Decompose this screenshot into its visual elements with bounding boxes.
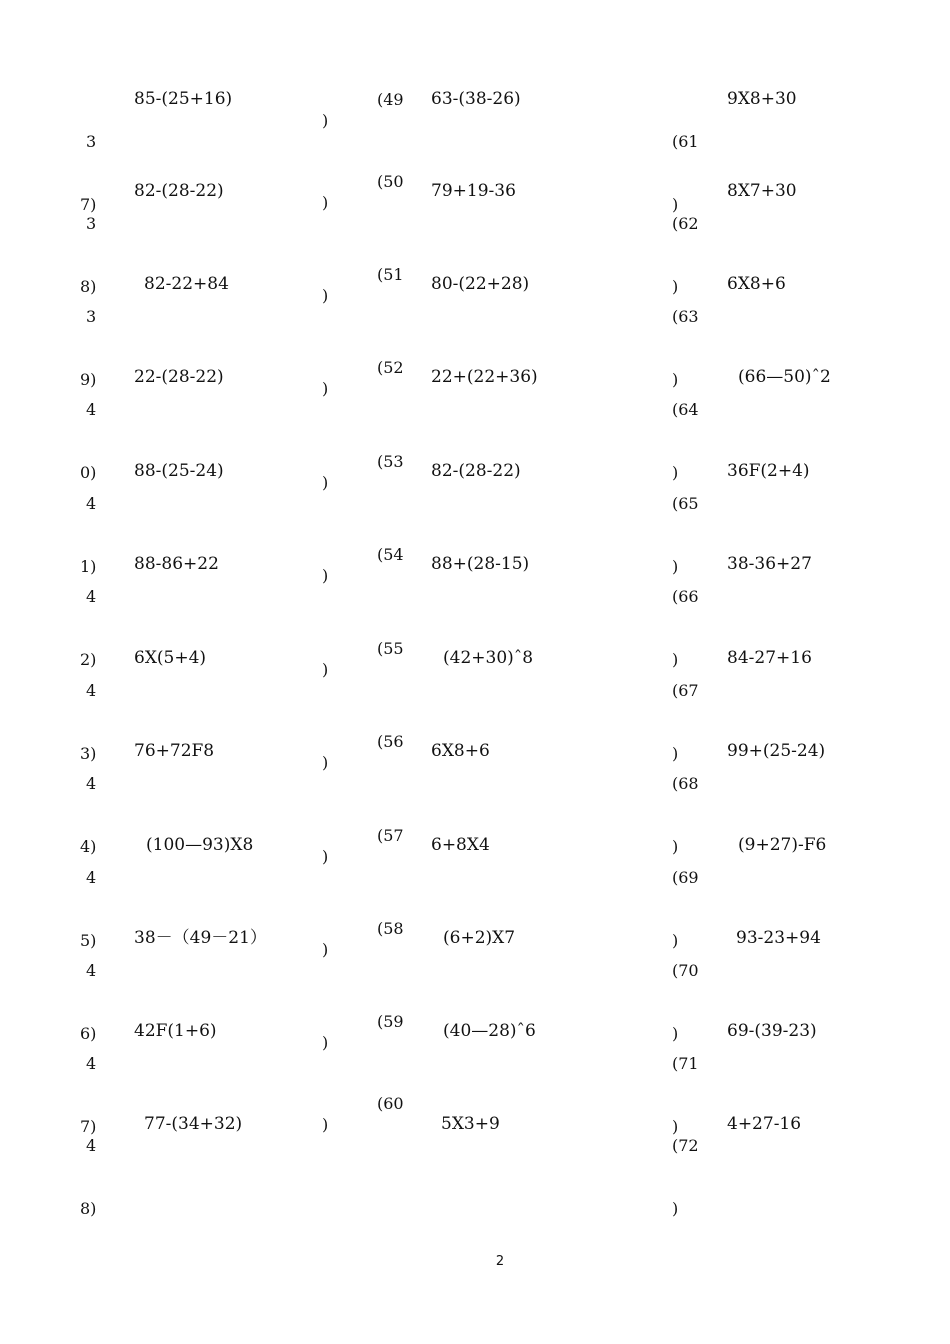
- problem-expression: 76+72F8: [134, 741, 215, 761]
- problem-number: (62 ): [672, 214, 699, 296]
- problem-number: (55: [377, 639, 404, 658]
- problem-number: 3 8): [80, 214, 97, 296]
- answer-close-paren: ): [322, 847, 329, 866]
- problem-expression: 38-36+27: [727, 554, 812, 574]
- problem-number: (69 ): [672, 868, 699, 950]
- problem-expression: (6+2)X7: [443, 928, 516, 948]
- problem-expression: (9+27)-F6: [738, 835, 827, 855]
- problem-expression: 82-(28-22): [134, 181, 224, 201]
- problem-number: (67 ): [672, 681, 699, 763]
- problem-expression: 82-(28-22): [431, 461, 521, 481]
- problem-number: 4 2): [80, 587, 97, 669]
- problem-number: (71 ): [672, 1054, 699, 1136]
- answer-close-paren: ): [322, 1115, 329, 1134]
- problem-expression: 6X8+6: [431, 741, 490, 761]
- problem-expression: (42+30)ˆ8: [443, 648, 534, 668]
- problem-number: 4 3): [80, 681, 97, 763]
- problem-number: (59: [377, 1012, 404, 1031]
- problem-number: (52: [377, 358, 404, 377]
- problem-number: (50: [377, 172, 404, 191]
- problem-expression: 80-(22+28): [431, 274, 530, 294]
- problem-number: 3 7): [80, 132, 97, 214]
- problem-expression: 42F(1+6): [134, 1021, 217, 1041]
- problem-number: (72 ): [672, 1136, 699, 1218]
- page-number: 2: [495, 1254, 505, 1269]
- problem-expression: 22+(22+36): [431, 367, 538, 387]
- problem-number: (49: [377, 90, 404, 109]
- answer-close-paren: ): [322, 660, 329, 679]
- problem-number: 4 6): [80, 961, 97, 1043]
- answer-close-paren: ): [322, 753, 329, 772]
- problem-expression: 88+(28-15): [431, 554, 530, 574]
- problem-expression: 85-(25+16): [134, 89, 233, 109]
- problem-number: (58: [377, 919, 404, 938]
- problem-expression: 63-(38-26): [431, 89, 521, 109]
- problem-expression: 6X(5+4): [134, 648, 207, 668]
- answer-close-paren: ): [322, 473, 329, 492]
- problem-number: 4 0): [80, 400, 97, 482]
- problem-expression: 38－（49－21）: [134, 928, 267, 948]
- problem-number: (68 ): [672, 774, 699, 856]
- problem-number: (64 ): [672, 400, 699, 482]
- problem-number: 4 8): [80, 1136, 97, 1218]
- problem-expression: 36F(2+4): [727, 461, 810, 481]
- problem-expression: (40—28)ˆ6: [443, 1021, 536, 1041]
- problem-expression: 84-27+16: [727, 648, 812, 668]
- problem-expression: 88-(25-24): [134, 461, 224, 481]
- problem-expression: 93-23+94: [736, 928, 821, 948]
- problem-number: 3 9): [80, 307, 97, 389]
- problem-number: (54: [377, 545, 404, 564]
- answer-close-paren: ): [322, 379, 329, 398]
- answer-close-paren: ): [322, 940, 329, 959]
- answer-close-paren: ): [322, 286, 329, 305]
- problem-expression: 99+(25-24): [727, 741, 826, 761]
- problem-expression: 4+27-16: [727, 1114, 802, 1134]
- problem-number: (66 ): [672, 587, 699, 669]
- problem-number: 4 5): [80, 868, 97, 950]
- problem-expression: (100—93)X8: [146, 835, 254, 855]
- problem-expression: 6X8+6: [727, 274, 786, 294]
- problem-number: 4 7): [80, 1054, 97, 1136]
- problem-expression: 5X3+9: [441, 1114, 500, 1134]
- problem-number: 4 4): [80, 774, 97, 856]
- problem-expression: 79+19-36: [431, 181, 516, 201]
- problem-number: (61 ): [672, 132, 699, 214]
- problem-expression: 88-86+22: [134, 554, 219, 574]
- problem-expression: 77-(34+32): [144, 1114, 243, 1134]
- problem-row: [0, 1093, 950, 1218]
- problem-expression: 22-(28-22): [134, 367, 224, 387]
- answer-close-paren: ): [322, 111, 329, 130]
- problem-number: (51: [377, 265, 404, 284]
- problem-expression: (66—50)ˆ2: [738, 367, 831, 387]
- problem-number: (63 ): [672, 307, 699, 389]
- answer-close-paren: ): [322, 566, 329, 585]
- problem-expression: 8X7+30: [727, 181, 797, 201]
- problem-number: (57: [377, 826, 404, 845]
- problem-number: (56: [377, 732, 404, 751]
- problem-expression: 82-22+84: [144, 274, 229, 294]
- problem-number: (65 ): [672, 494, 699, 576]
- problem-number: (70 ): [672, 961, 699, 1043]
- problem-expression: 69-(39-23): [727, 1021, 817, 1041]
- problem-number: 4 1): [80, 494, 97, 576]
- problem-number: (53: [377, 452, 404, 471]
- problem-expression: 6+8X4: [431, 835, 490, 855]
- problem-number: (60: [377, 1094, 404, 1113]
- answer-close-paren: ): [322, 1033, 329, 1052]
- problem-expression: 9X8+30: [727, 89, 797, 109]
- answer-close-paren: ): [322, 193, 329, 212]
